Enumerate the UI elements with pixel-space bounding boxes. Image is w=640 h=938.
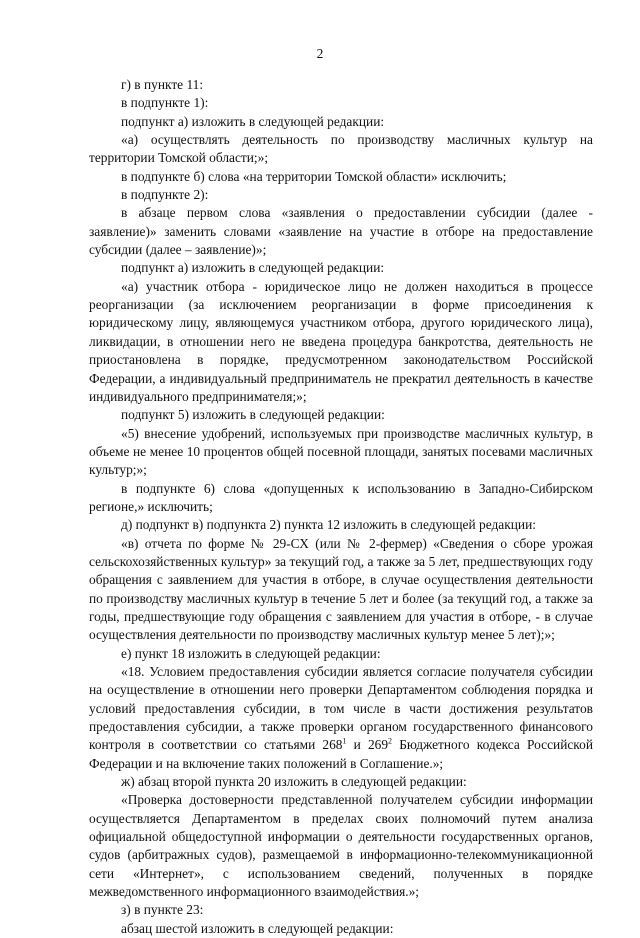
paragraph-subitem-b: в подпункте б) слова «на территории Томской области» исключить; (121, 168, 507, 184)
paragraph-clause-18 (89, 663, 593, 773)
paragraph-first-clause: в абзаце первом слова «заявления о предоставлении субсидии (далее - заявление)» заменить словами «заявление на участие в отборе на предоставление субсидии (далее – заявление)»; (89, 205, 593, 258)
paragraph-subitem-6: в подпункте 6) слова «допущенных к использованию в Западно-Сибирском регионе,» исключить; (89, 480, 593, 514)
clause-18-text: «18. Условием предоставления субсидии является согласие получателя субсидии на осуществление в отношении него проверки Департаментом соблюдения порядка и условий предоставления субсидии, в том числе в части достижения результатов предоставления субсидии, а также проверки органом государственного финансового контроля в соответствии со статьями 268 (89, 664, 593, 753)
paragraph-subitem-a-edit: подпункт а) изложить в следующей редакции: (121, 113, 385, 129)
paragraph-sixth-clause: абзац шестой изложить в следующей редакции: (121, 920, 394, 936)
superscript-268: 1 (342, 736, 347, 746)
paragraph-item-g: г) в пункте 11: (121, 77, 204, 92)
page-number: 2 (316, 46, 324, 61)
paragraph-item-z: з) в пункте 23: (121, 902, 204, 918)
paragraph-subitem-1: в подпункте 1): (121, 95, 209, 111)
paragraph-report-text: «в) отчета по форме № 29-СХ (или № 2-фермер) «Сведения о сборе урожая сельскохозяйственных культур» за текущий год, а также за 5 лет, предшествующих году обращения с заявлением для участия в отборе, в случае осуществления деятельности по производству масличных культур в течение 5 лет и более (за текущий год, а также за годы, предшествующие году обращения с заявлением для участия в отборе, - в случае осуществления деятельности по производству масличных культур менее 5 лет);»; (89, 535, 593, 643)
paragraph-item-e: е) пункт 18 изложить в следующей редакции: (121, 645, 381, 661)
clause-18-conjunction: и 269 (346, 737, 389, 753)
document-body (89, 76, 593, 938)
paragraph-subitem-a-text: «а) осуществлять деятельность по производству масличных культур на территории Томской области;»; (89, 132, 593, 166)
paragraph-participant-text: «а) участник отбора - юридическое лицо не должен находиться в процессе реорганизации (за исключением реорганизации в форме присоединения к юридическому лицу, являющемуся участником отбора, другого юридического лица), ликвидации, в отношении него не введена процедура банкротства, деятельность не приостановлена в порядке, предусмотренном законодательством Российской Федерации, а индивидуальный предприниматель не прекратил деятельность в качестве индивидуального предпринимателя;»; (89, 278, 593, 404)
paragraph-verification-text: «Проверка достоверности представленной получателем субсидии информации осуществляется Департаментом в пределах своих полномочий путем анализа официальной общедоступной информации о деятельности государственных органов, судов (арбитражных судов), размещаемой в информационно-телекоммуникационной сети «Интернет», с использованием сведений, полученных в порядке межведомственного информационного взаимодействия.»; (89, 792, 593, 900)
paragraph-subitem-2: в подпункте 2): (121, 187, 209, 203)
paragraph-item-d: д) подпункт в) подпункта 2) пункта 12 изложить в следующей редакции: (121, 517, 536, 533)
paragraph-subitem-a-edit-2: подпункт а) изложить в следующей редакции: (121, 260, 385, 276)
superscript-269: 2 (388, 736, 393, 746)
clause-18-ending: Бюджетного кодекса Российской Федерации и на включение таких положений в Соглашение.»; (89, 737, 593, 771)
paragraph-subitem-5-edit: подпункт 5) изложить в следующей редакции: (121, 407, 385, 423)
paragraph-item-zh: ж) абзац второй пункта 20 изложить в следующей редакции: (121, 774, 467, 790)
paragraph-fertilizer-text: «5) внесение удобрений, используемых при производстве масличных культур, в объеме не менее 10 процентов общей посевной площади, занятых посевами масличных культур;»; (89, 425, 593, 478)
